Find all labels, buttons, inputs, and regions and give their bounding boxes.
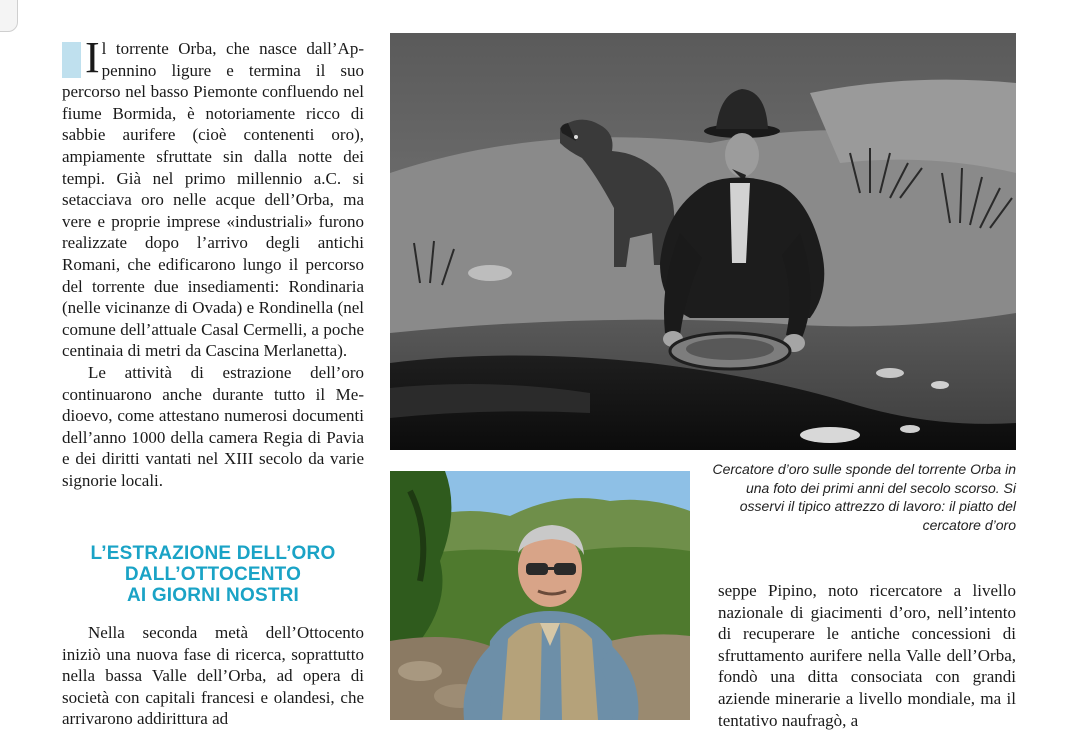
modern-prospector-photo xyxy=(390,471,690,720)
intro-paragraph xyxy=(62,33,364,362)
right-column xyxy=(718,580,1016,731)
photo-illustration-color xyxy=(390,471,690,720)
left-column-lower xyxy=(62,622,364,730)
left-column-upper xyxy=(62,33,364,491)
right-column-text: seppe Pipino, noto ricercatore a livello nazionale di giacimenti d’oro, nell’intento di recuperare le antiche concessioni di sfruttamento aurifere nella Valle dell’Orba, fondò una ditta consociata con grandi aziende minerarie a livello mondiale, ma il tentativo naufragò, a xyxy=(718,581,1016,730)
section-heading-line-1: L’ESTRAZIONE DELL’ORO xyxy=(90,543,336,564)
photo-illustration xyxy=(390,33,1016,450)
section-heading-line-3: AI GIORNI NOSTRI xyxy=(126,585,300,606)
paragraph-2: Le attività di estrazione dell’oro continuarono anche durante tutto il Medioevo, come attestano numerosi documenti dell’anno 1000 della camera Regia di Pavia e dei diritti vantati nel XIII secolo da varie signorie locali. xyxy=(62,362,364,490)
historic-gold-panner-photo xyxy=(390,33,1016,450)
page-corner-tab xyxy=(0,0,18,32)
paragraph-3: Nella seconda metà dell’Ottocento iniziò una nuova fase di ricerca, soprattutto nella bassa Valle dell’Orba, ad opera di società con capitali francesi e olandesi, che arrivarono addirittura ad xyxy=(62,623,364,729)
intro-text: l torrente Orba, che nasce dall’Appennino ligure e termina il suo percorso nel basso Piemonte confluendo nel fiume Bormida, è notoriamente ricco di sabbie aurifere (cioè contenenti oro), ampiamente sfruttate sin dalla notte dei tempi. Già nel primo millennio a.C. si setacciava oro nelle acque dell’Orba, ma vere e proprie imprese «industriali» furono realizzate dopo l’arrivo degli antichi Romani, che edificarono lungo il percorso del torrente due insediamenti: Rondinaria (nelle vicinanze di Ovada) e Rondinella (nel comune dell’attuale Casal Cermelli, a poche centinaia di metri da Cascina Merlanetta). xyxy=(62,39,364,361)
dropcap-box xyxy=(62,42,81,78)
dropcap-letter: I xyxy=(85,33,100,82)
section-heading-line-2: DALL’OTTOCENTO xyxy=(124,564,302,585)
section-heading xyxy=(62,543,364,606)
photo-caption: Cercatore d’oro sulle sponde del torrente Orba in una foto dei primi anni del secolo scorso. Si osservi il tipico attrezzo di lavoro: il piatto del cercatore d’oro xyxy=(712,461,1016,533)
